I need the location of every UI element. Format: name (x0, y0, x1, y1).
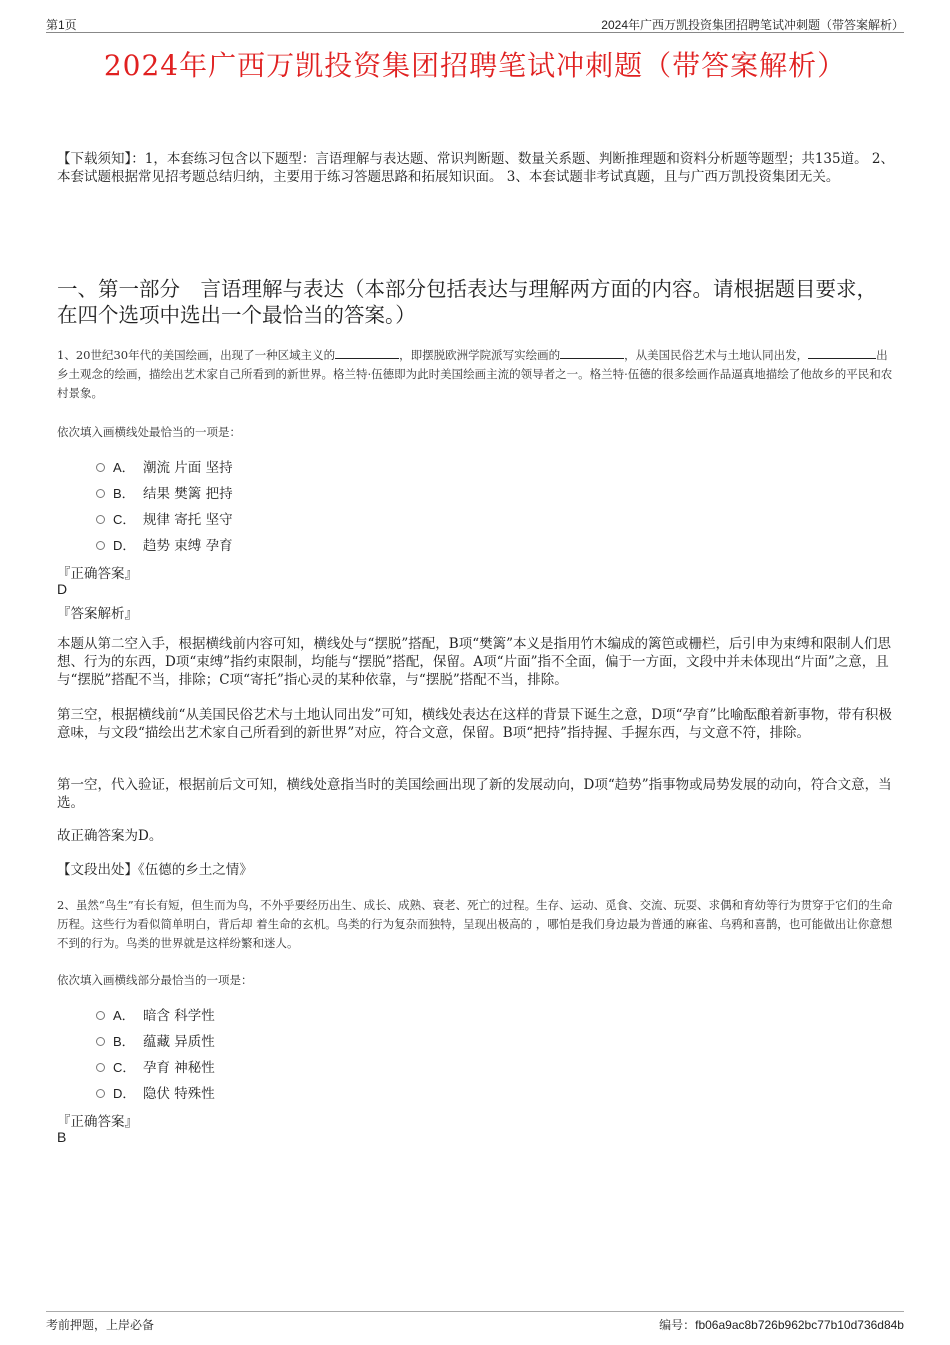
q1-text-part-a: 1、20世纪30年代的美国绘画，出现了一种区域主义的 (57, 348, 336, 362)
answer-label: 『正确答案』 (57, 566, 138, 582)
analysis-label: 『答案解析』 (57, 606, 138, 622)
question-2-text: 2、虽然“鸟生”有长有短，但生而为鸟，不外乎要经历出生、成长、成熟、衰老、死亡的过程。生存、运动、觅食、交流、玩耍、求偶和育幼等行为贯穿于它们的生命历程。这些行为看似简单明白，背后却 着生命的玄机。鸟类的行为复杂而独特，呈现出极高的 ，哪怕是我们身边最为普通的麻雀、乌鸦和喜鹊，也可能做出让你意想不到的行为。鸟类的世界就是这样纷繁和迷人。 (57, 898, 893, 950)
page-header (46, 14, 904, 33)
option-c[interactable]: C． 规律 寄托 坚守 (96, 505, 233, 531)
question-1-options (96, 453, 233, 557)
question-2-options (96, 1001, 215, 1105)
section-heading: 一、第一部分 言语理解与表达（本部分包括表达与理解两方面的内容。请根据题目要求，在四个选项中选出一个最恰当的答案。） (57, 277, 877, 327)
radio-icon[interactable] (96, 463, 105, 472)
radio-icon[interactable] (96, 541, 105, 550)
option-c[interactable]: C． 孕育 神秘性 (96, 1053, 215, 1079)
option-d[interactable]: D． 趋势 束缚 孕育 (96, 531, 233, 557)
q1-text-part-b: ，即摆脱欧洲学院派写实绘画的 (399, 348, 561, 362)
option-a[interactable]: A． 潮流 片面 坚持 (96, 453, 233, 479)
fill-blank (335, 346, 399, 359)
question-1-instruction: 依次填入画横线处最恰当的一项是： (57, 425, 241, 439)
answer-value: D (57, 581, 68, 597)
radio-icon[interactable] (96, 1011, 105, 1020)
question-1-text (57, 346, 898, 403)
option-a[interactable]: A． 暗含 科学性 (96, 1001, 215, 1027)
document-title: 2024年广西万凯投资集团招聘笔试冲刺题（带答案解析） (103, 49, 847, 82)
radio-icon[interactable] (96, 515, 105, 524)
footer-serial: 编号：fb06a9ac8b726b962bc77b10d736d84b (659, 1318, 904, 1332)
footer-slogan: 考前押题，上岸必备 (46, 1318, 155, 1332)
fill-blank (808, 346, 876, 359)
analysis-paragraph: 故正确答案为D。 (57, 828, 163, 844)
download-notice: 【下载须知】：1，本套练习包含以下题型：言语理解与表达题、常识判断题、数量关系题、判断推理题和资料分析题等题型；共135道。 2、本套试题根据常见招考题总结归纳，主要用于练习答题思路和拓展知识面。 3、本套试题非考试真题，且与广西万凯投资集团无关。 (57, 151, 894, 185)
answer-label: 『正确答案』 (57, 1114, 138, 1130)
option-b[interactable]: B． 蕴藏 异质性 (96, 1027, 215, 1053)
page-number: 第1页 (46, 18, 77, 32)
header-doc-title: 2024年广西万凯投资集团招聘笔试冲刺题（带答案解析） (601, 18, 904, 32)
answer-value: B (57, 1129, 67, 1145)
option-d[interactable]: D． 隐伏 特殊性 (96, 1079, 215, 1105)
question-2-instruction: 依次填入画横线部分最恰当的一项是： (57, 973, 253, 987)
radio-icon[interactable] (96, 1063, 105, 1072)
analysis-paragraph: 本题从第二空入手，根据横线前内容可知，横线处与“摆脱”搭配，B项“樊篱”本义是指用竹木编成的篱笆或栅栏，后引申为束缚和限制人们思想、行为的东西，D项“束缚”指约束限制，均能与“摆脱”搭配，保留。A项“片面”指不全面，偏于一方面，文段中并未体现出“片面”之意，且与“摆脱”搭配不当，排除；C项“寄托”指心灵的某种依靠，与“摆脱”搭配不当，排除。 (57, 636, 892, 688)
q1-text-part-c: ，从美国民俗艺术与土地认同出发， (624, 348, 809, 362)
q1-text-part-d: 出乡土观念的绘画，描绘出艺术家自己所看到的新世界。格兰特·伍德即为此时美国绘画主流的领导者之一。格兰特·伍德的很多绘画作品逼真地描绘了他故乡的平民和农村景象。 (57, 348, 893, 400)
option-b[interactable]: B． 结果 樊篱 把持 (96, 479, 233, 505)
radio-icon[interactable] (96, 1037, 105, 1046)
analysis-paragraph: 第三空，根据横线前“从美国民俗艺术与土地认同出发”可知，横线处表达在这样的背景下诞生之意，D项“孕育”比喻酝酿着新事物，带有积极意味，与文段“描绘出艺术家自己所看到的新世界”对应，符合文意，保留。B项“把持”指持握、手握东西，与文意不符，排除。 (57, 707, 892, 741)
radio-icon[interactable] (96, 1089, 105, 1098)
fill-blank (560, 346, 624, 359)
source-citation: 【文段出处】《伍德的乡土之情》 (57, 862, 253, 878)
page-footer (46, 1311, 904, 1334)
analysis-paragraph: 第一空，代入验证，根据前后文可知，横线处意指当时的美国绘画出现了新的发展动向，D项“趋势”指事物或局势发展的动向，符合文意，当选。 (57, 777, 892, 811)
radio-icon[interactable] (96, 489, 105, 498)
